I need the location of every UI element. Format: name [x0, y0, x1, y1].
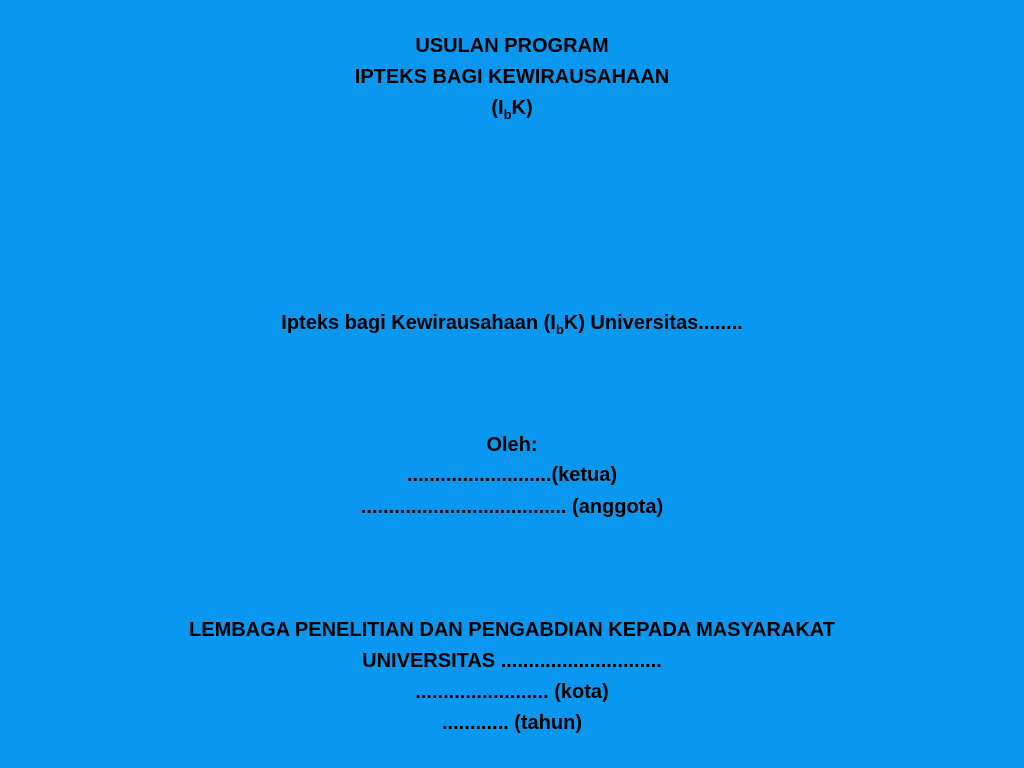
program-subtitle — [0, 309, 1024, 337]
institution-line-2 — [0, 647, 1024, 675]
title-line-1 — [0, 32, 1024, 60]
institution-line-2-text: UNIVERSITAS ............................. — [362, 650, 662, 672]
title-line-3-suffix: K) — [511, 97, 533, 119]
author-anggota — [0, 493, 1024, 521]
title-line-3-prefix: (I — [491, 97, 504, 119]
title-line-3 — [0, 94, 1024, 122]
institution-city-text: ........................ (kota) — [415, 681, 609, 703]
institution-year — [0, 709, 1024, 737]
author-anggota-text: ..................................... (anggota) — [360, 496, 664, 518]
author-ketua-text: ..........................(ketua) — [406, 464, 618, 486]
program-subtitle-subscript: b — [555, 322, 564, 337]
authors-label-text: Oleh: — [486, 434, 538, 456]
institution-line-1 — [0, 616, 1024, 644]
authors-label — [0, 431, 1024, 459]
title-line-2 — [0, 63, 1024, 91]
institution-city — [0, 678, 1024, 706]
title-line-3-subscript: b — [503, 107, 512, 122]
institution-line-1-text: LEMBAGA PENELITIAN DAN PENGABDIAN KEPADA MASYARAKAT — [189, 619, 835, 641]
author-ketua — [0, 461, 1024, 489]
program-subtitle-suffix: K) Universitas........ — [563, 312, 743, 334]
title-line-2-text: IPTEKS BAGI KEWIRAUSAHAAN — [354, 66, 670, 88]
program-subtitle-prefix: Ipteks bagi Kewirausahaan (I — [281, 312, 556, 334]
title-line-1-text: USULAN PROGRAM — [415, 35, 609, 57]
institution-year-text: ............ (tahun) — [442, 712, 582, 734]
